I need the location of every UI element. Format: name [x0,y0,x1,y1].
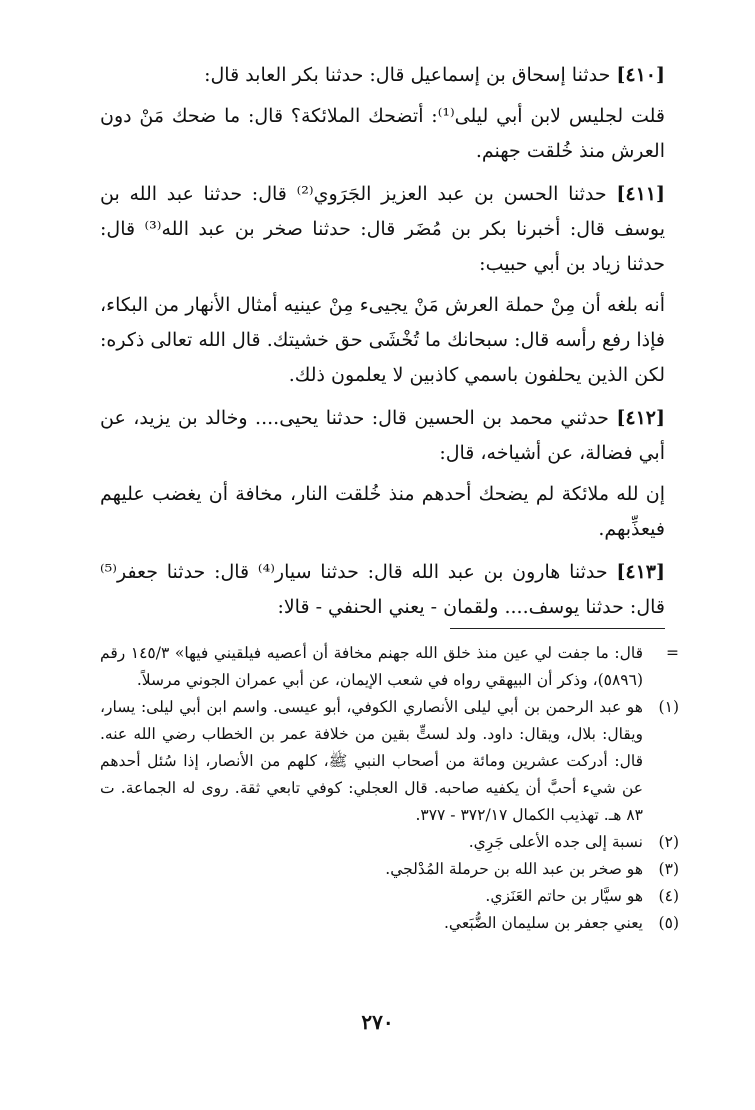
footnote-text: هو عبد الرحمن بن أبي ليلى الأنصاري الكوفي، أبو عيسى. واسم ابن أبي ليلى: يسار، ويقال: بلال، ويقال: داود. ولد لستٍّ بقين من خلافة عمر بن الخطاب رضي الله عنه. قال: أدركت عشرين ومائة من أصحاب النبي ﷺ، كلهم من الأنصار، إذا سُئل أحدهم عن شيء أحبَّ أن يكفيه صاحبه. قال العجلي: كوفي تابعي ثقة. روى له الجماعة. ت ٨٣ هـ. تهذيب الكمال ٣٧٢/١٧ - ٣٧٧. [100,698,643,824]
footnote-text: هو سيَّار بن حاتم العَنَزي. [485,887,643,905]
entry-411-chain [100,177,665,282]
footnote-mark: = [666,644,679,662]
entry-number: [٤١٠] [616,64,665,86]
footnote-text: قال: ما جفت لي عين منذ خلق الله جهنم مخافة أن أعصيه فيلقيني فيها» ١٤٥/٣ رقم (٥٨٩٦)، وذكر أن البيهقي رواه في شعب الإيمان، عن أبي عمران الجوني مرسلاً. [100,644,644,689]
isnad-text: حدثنا الحسن بن عبد العزيز الجَرَوي⁽²⁾ قال: حدثنا عبد الله بن يوسف قال: أخبرنا بكر بن مُضَر قال: حدثنا صخر بن عبد الله⁽³⁾ قال: حدثنا زياد بن أبي حبيب: [100,183,665,275]
footnote-continuation [100,640,679,694]
footnote-divider [450,628,665,629]
footnote-3 [100,856,679,883]
footnote-mark: (٤) [658,887,679,905]
footnote-mark: (١) [658,698,679,716]
entry-412-chain [100,401,665,471]
footnote-text: يعني جعفر بن سليمان الضُّبَعي. [444,914,643,932]
footnote-2 [100,829,679,856]
footnote-mark: (٥) [658,914,679,932]
entry-number: [٤١٣] [616,561,666,583]
entry-410-text: قلت لجليس لابن أبي ليلى⁽¹⁾: أتضحك الملائكة؟ قال: ما ضحك مَنْ دون العرش منذ خُلقت جهنم. [100,105,666,162]
entry-number: [٤١١] [616,183,666,205]
entry-413-chain [100,555,665,625]
footnote-4 [100,883,679,910]
entry-412-text: إن لله ملائكة لم يضحك أحدهم منذ خُلقت النار، مخافة أن يغضب عليهم فيعذِّبهم. [100,483,665,540]
footnote-5 [100,910,679,937]
footnote-text: هو صخر بن عبد الله بن حرملة المُدْلجي. [385,860,643,878]
entry-number: [٤١٢] [616,407,665,429]
entry-410-chain [100,58,665,93]
page-number: ٢٧٠ [361,1010,394,1034]
isnad-text: حدثنا إسحاق بن إسماعيل قال: حدثنا بكر العابد قال: [204,64,617,86]
entry-411-text: أنه بلغه أن مِنْ حملة العرش مَنْ يجيىء مِنْ عينيه أمثال الأنهار من البكاء، فإذا رفع رأسه قال: سبحانك ما تُخْشَى حق خشيتك. قال الله تعالى ذكره: لكن الذين يحلفون باسمي كاذبين لا يعلمون ذلك. [100,294,665,386]
isnad-text: حدثنا هارون بن عبد الله قال: حدثنا سيار⁽⁴⁾ قال: حدثنا جعفر⁽⁵⁾ قال: حدثنا يوسف.... ولقمان - يعني الحنفي - قالا: [100,561,665,618]
main-text [100,58,665,631]
footnote-mark: (٢) [658,833,679,851]
footnote-text: نسبة إلى جده الأعلى جَرِي. [468,833,643,851]
footnotes [100,640,679,937]
footnote-1 [100,694,679,829]
isnad-text: حدثني محمد بن الحسين قال: حدثنا يحيى.... وخالد بن يزيد، عن أبي فضالة، عن أشياخه، قال: [100,407,665,464]
footnote-mark: (٣) [658,860,679,878]
